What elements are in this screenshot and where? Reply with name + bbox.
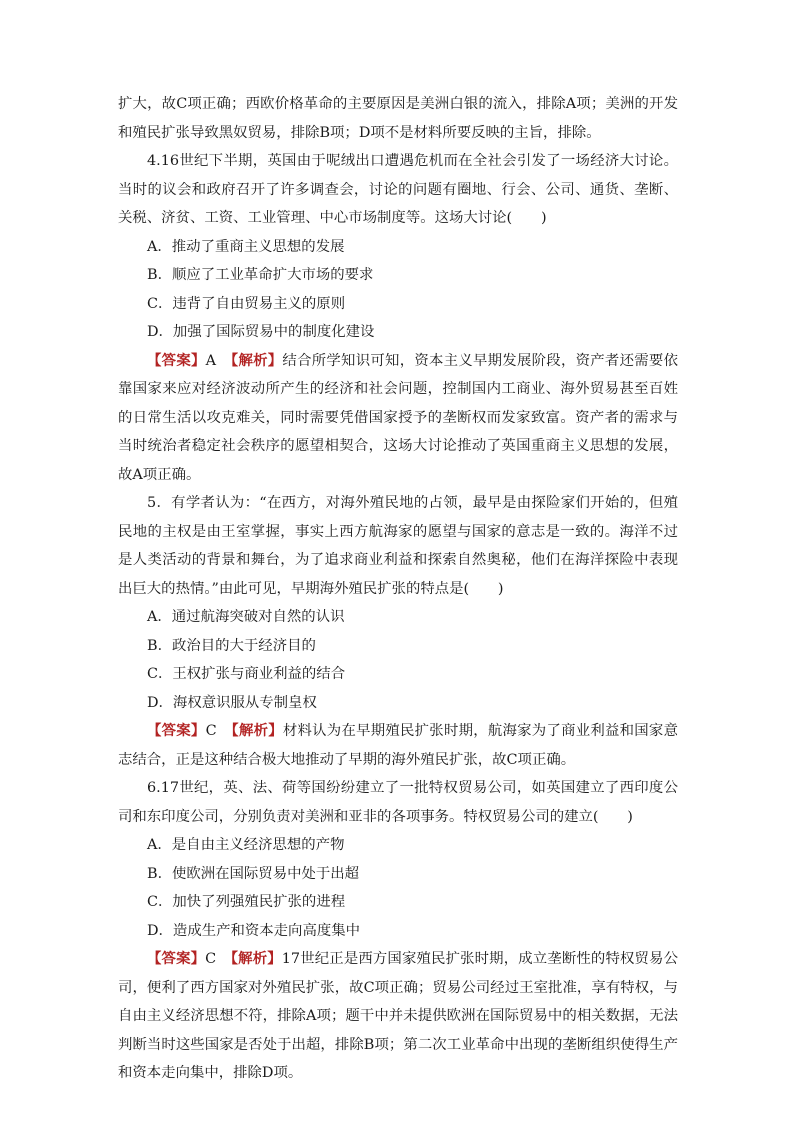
analysis-text: 结合所学知识可知，资本主义早期发展阶段，资产者还需要依靠国家来应对经济波动所产生的经济和社会问题，控制国内工商业、海外贸易甚至百姓的日常生活以攻克难关，同时需要凭借国家授予的垄断权而发家致富。资产者的需求与当时统治者稳定社会秩序的愿望相契合，这场大讨论推动了英国重商主义思想的发展，故A项正确。 bbox=[118, 352, 678, 483]
question-4-option-c: C．违背了自由贸易主义的原则 bbox=[147, 295, 346, 312]
answer-tag: 【答案】 bbox=[147, 351, 206, 369]
answer-letter: C bbox=[205, 951, 217, 967]
question-6-stem: 6.17世纪，英、法、荷等国纷纷建立了一批特权贸易公司，如英国建立了西印度公司和东印度公司，分别负责对美洲和亚非的各项事务。特权贸易公司的建立( ) bbox=[118, 780, 678, 825]
question-6-option-a: A．是自由主义经济思想的产物 bbox=[147, 837, 345, 853]
answer-tag: 【答案】 bbox=[147, 722, 206, 739]
answer-letter: A bbox=[205, 352, 217, 369]
question-6-option-d: D．造成生产和资本走向高度集中 bbox=[147, 922, 361, 939]
question-5-option-d: D．海权意识服从专制皇权 bbox=[147, 694, 317, 711]
document-page bbox=[118, 90, 678, 1088]
question-5-option-c: C．王权扩张与商业利益的结合 bbox=[147, 666, 346, 682]
question-4-answer-analysis bbox=[118, 347, 678, 490]
answer-letter: C bbox=[205, 723, 217, 739]
analysis-text: 材料认为在早期殖民扩张时期，航海家为了商业利益和国家意志结合，正是这种结合极大地推动了早期的海外殖民扩张，故C项正确。 bbox=[118, 723, 678, 768]
answer-tag: 【答案】 bbox=[147, 950, 206, 967]
question-4-stem: 4.16世纪下半期，英国由于呢绒出口遭遇危机而在全社会引发了一场经济大讨论。当时的议会和政府召开了许多调查会，讨论的问题有圈地、行会、公司、通货、垄断、关税、济贫、工资、工业管理、中心市场制度等。这场大讨论( ) bbox=[118, 153, 678, 226]
analysis-tag: 【解析】 bbox=[231, 722, 283, 739]
question-6-option-c: C．加快了列强殖民扩张的进程 bbox=[147, 894, 346, 910]
question-4-option-a: A．推动了重商主义思想的发展 bbox=[147, 238, 345, 255]
question-5-stem: 5．有学者认为：“在西方，对海外殖民地的占领，最早是由探险家们开始的，但殖民地的主权是由王室掌握，事实上西方航海家的愿望与国家的意志是一致的。海洋不过是人类活动的背景和舞台，为了追求商业利益和探索自然奥秘，他们在海洋探险中表现出巨大的热情。”由此可见，早期海外殖民扩张的特点是( ) bbox=[118, 495, 678, 597]
question-6 bbox=[118, 774, 678, 1088]
question-5-option-b: B．政治目的大于经济目的 bbox=[147, 637, 316, 654]
question-5-option-a: A．通过航海突破对自然的认识 bbox=[147, 609, 345, 625]
question-6-option-b: B．使欧洲在国际贸易中处于出超 bbox=[147, 865, 360, 882]
question-5 bbox=[118, 489, 678, 774]
q3-analysis-tail: 扩大，故C项正确；西欧价格革命的主要原因是美洲白银的流入，排除A项；美洲的开发和殖民扩张导致黑奴贸易，排除B项；D项不是材料所要反映的主旨，排除。 bbox=[118, 96, 678, 141]
question-4-option-b: B．顺应了工业革命扩大市场的要求 bbox=[147, 267, 374, 283]
analysis-tag: 【解析】 bbox=[230, 351, 283, 369]
analysis-text: 17世纪正是西方国家殖民扩张时期，成立垄断性的特权贸易公司，便利了西方国家对外殖民扩张，故C项正确；贸易公司经过王室批准，享有特权，与自由主义经济思想不符，排除A项；题干中并未提供欧洲在国际贸易中的相关数据，无法判断当时这些国家是否处于出超，排除B项；第二次工业革命中出现的垄断组织使得生产和资本走向集中，排除D项。 bbox=[118, 951, 678, 1081]
question-4-option-d: D．加强了国际贸易中的制度化建设 bbox=[147, 324, 375, 340]
analysis-tag: 【解析】 bbox=[230, 950, 282, 967]
question-4 bbox=[118, 147, 678, 489]
question-5-answer-analysis bbox=[118, 717, 678, 774]
question-6-answer-analysis bbox=[118, 945, 678, 1088]
